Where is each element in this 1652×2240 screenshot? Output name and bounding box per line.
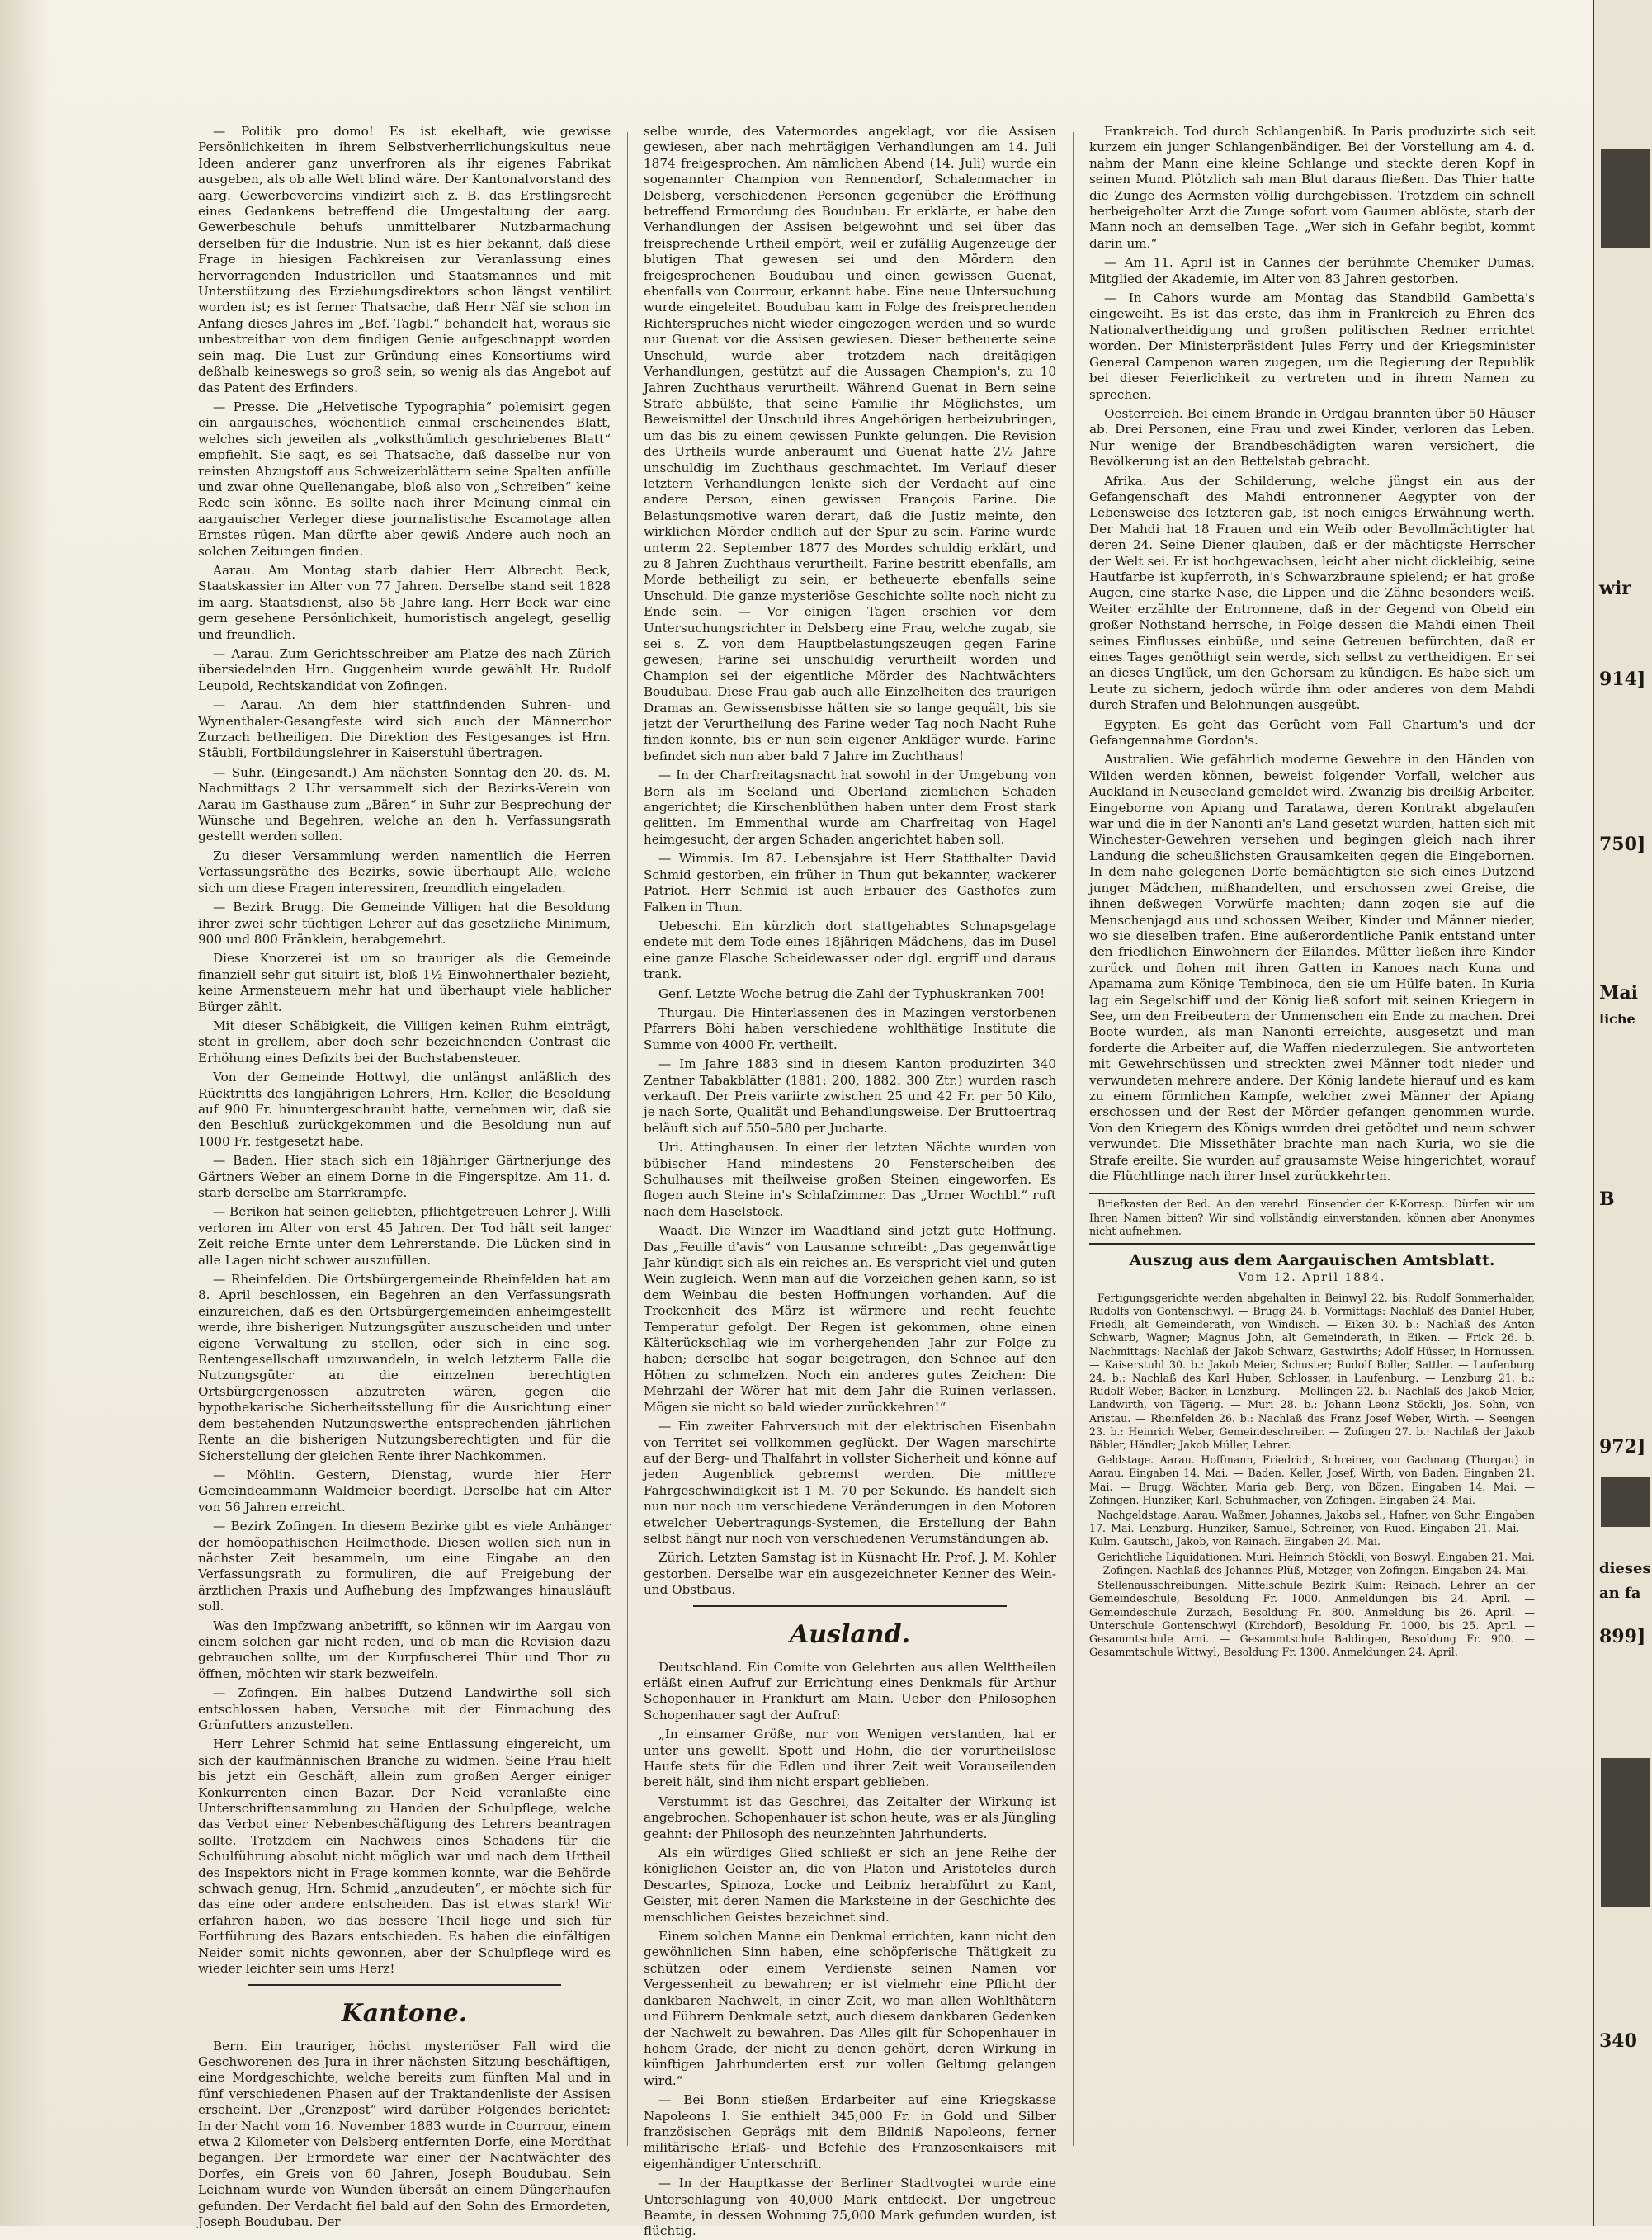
edge-fragment: 914] — [1599, 669, 1646, 690]
amtsblatt-fertigung: Fertigungsgerichte werden abgehalten in Beinwyl 22. bis: Rudolf Sommerhalder, Rudolfs von Gontenschwyl. — Brugg 24. b. Vormittags: Nachlaß des Daniel Huber, Friedli, alt Gemeinderath, von Windisch. — Eiken 30. b.: Nachlaß des Anton Schwarb, Wagner; Magnus John, alt Gemeinderath, in Eiken. — Frick 26. b. Nachmittags: Nachlaß der Jakob Schwarz, Gastwirths; Adolf Hüsser, in Hornussen. — Kaiserstuhl 30. b.: Jakob Meier, Schuster; Rudolf Boller, Sattler. — Laufenburg 24. b.: Nachlaß des Karl Huber, Schlosser, in Laufenburg. — Lenzburg 21. b.: Rudolf Weber, Bäcker, in Lenzburg. — Mellingen 22. b.: Nachlaß des Jakob Meier, Landwirth, von Tägerig. — Muri 28. b.: Johann Leonz Stöckli, Jos. Sohn, von Aristau. — Rheinfelden 26. b.: Nachlaß des Franz Josef Weber, Wirth. — Seengen 23. b.: Heinrich Weber, Gemeindeschreiber. — Zofingen 27. b.: Nachlaß der Jakob Bäbler, Händler; Jakob Müller, Lehrer. — [1089, 1291, 1535, 1452]
article-deutschland-quote4: Einem solchen Manne ein Denkmal errichten, kann nicht den gewöhnlichen Sinn haben, eine schöpferische Thätigkeit zu schützen oder einem Verdienste seinen Namen vor Vergessenheit zu bewahren; er ist vielmehr eine Pflicht der dankbaren Nachwelt, in einer Zeit, wo man allen Wohlthätern und Führern Denkmale setzt, auch diesem dankbaren Gedenken der Nachwelt zu bewahren. Das Alles gilt für Schopenhauer in hohem Grade, der nicht zu denen gehört, deren Wirkung in künftigen Jahrhunderten erst zur vollen Geltung gelangen wird.“ — [644, 1929, 1056, 2088]
article-frankreich: Frankreich. Tod durch Schlangenbiß. In Paris produzirte sich seit kurzem ein junger Schlangenbändiger. Bei der Vorstellung am 4. d. nahm der Mann eine kleine Schlange und steckte deren Kopf in seinen Mund. Plötzlich sah man Blut daraus fließen. Das Thier hatte die Zunge des Aermsten völlig durchgebissen. Trotzdem ein schnell herbeigeholter Arzt die Zunge sofort vom Gaumen ablöste, starb der Mann noch an demselben Tage. „Wer sich in Gefahr begibt, kommt darin um.“ — [1089, 124, 1535, 251]
article-uri: Uri. Attinghausen. In einer der letzten Nächte wurden von bübischer Hand mindestens 20 Fensterscheiben des Schulhauses mit theilweise großen Steinen eingeworfen. Es flogen auch Steine in's Schlafzimmer. Das „Urner Wochbl.“ ruft nach dem Haselstock. — [644, 1140, 1056, 1219]
amtsblatt-stellen: Stellenausschreibungen. Mittelschule Bezirk Kulm: Reinach. Lehrer an der Gemeindeschule, Besoldung Fr. 1000. Anmeldungen bis 24. April. — Gemeindeschule Zurzach, Besoldung Fr. 800. Anmeldung bis 26. April. — Unterschule Gontenschwyl (Kirchdorf), Besoldung Fr. 1000, bis 25. April. — Gesammtschule Arni. — Gesammtschule Baldingen, Besoldung Fr. 900. — Gesammtschule Wittwyl, Besoldung Fr. 1300. Anmeldungen 24. April. — [1089, 1579, 1535, 1659]
article-politik: — Politik pro domo! Es ist ekelhaft, wie gewisse Persönlichkeiten in ihrem Selbstverherrlichungskultus neue Ideen anderer ganz unverfroren als ihr eigenes Fabrikat ausgeben, als ob alle Welt blind wäre. Der Kantonalvorstand des aarg. Gewerbevereins vindizirt sich z. B. das Erstlingsrecht eines Gedankens betreffend die Umgestaltung der aarg. Gewerbeschule behufs unmittelbarer Nutzbarmachung derselben für die Industrie. Nun ist es hier bekannt, daß diese Frage in hiesigen Fachkreisen zur Veranlassung eines hervorragenden Industriellen und Staatsmannes und mit Unterstützung des Erziehungsdirektors schon längst ventilirt worden ist; es ist ferner Thatsache, daß Herr Näf sie schon im Anfang dieses Jahres im „Bof. Tagbl.“ behandelt hat, woraus sie unbestreitbar von dem findigen Genie aufgeschnappt worden sein mag. Die Lust zur Gründung eines Konsortiums wird deßhalb keineswegs so groß sein, so wenig als das Angebot auf das Patent des Erfinders. — [198, 124, 611, 395]
article-thurgau-tabak: — Im Jahre 1883 sind in diesem Kanton produzirten 340 Zentner Tabakblätter (1881: 200, 1882: 300 Ztr.) wurden rasch verkauft. Der Preis variirte zwischen 25 und 42 Fr. per 50 Kilo, je nach Sorte, Qualität und Behandlungsweise. Der Bruttoertrag beläuft sich auf 550–580 per Jucharte. — [644, 1056, 1056, 1136]
briefkasten-box — [1089, 1193, 1535, 1245]
article-brugg: — Bezirk Brugg. Die Gemeinde Villigen hat die Besoldung ihrer zwei sehr tüchtigen Lehrer auf das gesetzliche Minimum, 900 und 800 Fränklein, herabgemehrt. — [198, 900, 611, 947]
column-rule — [1073, 132, 1074, 2146]
edge-fragment: 340 — [1599, 2030, 1637, 2052]
article-bonn: — Bei Bonn stießen Erdarbeiter auf eine Kriegskasse Napoleons I. Sie enthielt 345,000 Fr. in Gold und Silber französischen Geprägs mit dem Bildniß Napoleons, ferner militärische Erlaß- und Befehle des Franzosenkaisers mit eigenhändiger Unterschrift. — [644, 2092, 1056, 2171]
edge-fragment: B — [1599, 1189, 1615, 1210]
edge-fragment: dieses — [1599, 1560, 1651, 1577]
article-thurgau: Thurgau. Die Hinterlassenen des in Mazingen verstorbenen Pfarrers Böhi haben verschiedene wohlthätige Institute die Summe von 4000 Fr. vertheilt. — [644, 1004, 1056, 1052]
article-australien: Australien. Wie gefährlich moderne Gewehre in den Händen von Wilden werden können, beweist folgender Vorfall, welcher aus Auckland in Neuseeland gemeldet wird. Zwanzig bis dreißig Arbeiter, Eingeborne von Apiang und Taratawa, deren Kontrakt abgelaufen war und die in der Nanonti an's Land gesetzt wurden, hatten sich mit Winchester-Gewehren versehen und begingen gleich nach ihrer Landung die scheußlichsten Grausamkeiten gegen die Eingebornen. In dem nahe gelegenen Dorfe bemächtigten sie sich eines Dutzend junger Mädchen, mißhandelten, und erschossen zwei Greise, die ihnen deßwegen Vorwürfe machten; dann zogen sie auf die Menschenjagd aus und schossen Weiber, Kinder und Männer nieder, wo sie dieselben trafen. Eine außerordentliche Panik entstand unter den friedlichen Einwohnern der Eilandes. Mütter ließen ihre Kinder zurück und flohen mit ihren Gatten in Kanoes nach Kuna und Apamama zum Könige Tembinoca, den sie um Hülfe baten. In Kuria lag ein Segelschiff und der König ließ sofort mit seinen Kriegern in See, um den Freibeutern der Unmenschen ein Ende zu machen. Drei Boote wurden, als man Nanonti erreichte, ausgesetzt und man forderte die Arbeiter auf, die Waffen niederzulegen. Sie antworteten mit Gewehrschüssen und streckten zwei Männer todt nieder und verwundeten mehrere andere. Der König landete hierauf und es kam zu einem förmlichen Kampfe, welcher zwei Männer der Apiang erschossen und der Rest der Mörder gefangen genommen wurde. Von den Kriegern des Königs wurden drei getödtet und neun schwer verwundet. Die Missethäter brachte man nach Kuria, wo sie die Strafe ereilte. Sie wurden auf grausamste Weise hingerichtet, worauf die Flüchtlinge nach ihrer Insel zurückkehrten. — [1089, 752, 1535, 1184]
edge-fragment: 972] — [1599, 1436, 1646, 1458]
column-3 — [1089, 124, 1535, 2154]
edge-fragment: Mai — [1599, 982, 1638, 1004]
article-aarau-beck: Aarau. Am Montag starb dahier Herr Albrecht Beck, Staatskassier im Alter von 77 Jahren. Derselbe stand seit 1828 im aarg. Staatsdienst, also 56 Jahre lang. Herr Beck war eine gern gesehene Persönlichkeit, humoristisch angelegt, gesellig und freundlich. — [198, 562, 611, 642]
article-deutschland-quote3: Als ein würdiges Glied schließt er sich an jene Reihe der königlichen Geister an, die von Platon und Aristoteles durch Descartes, Spinoza, Locke und Leibniz herabführt zu Kant, Geister, mit deren Namen die Marksteine in der Geschichte des menschlichen Geistes bezeichnet sind. — [644, 1845, 1056, 1925]
edge-fragment: 899] — [1599, 1626, 1646, 1647]
article-baden: — Baden. Hier stach sich ein 18jähriger Gärtnerjunge des Gärtners Weber an einem Dorne in die Fingerspitze. Am 11. d. starb derselbe am Starrkrampfe. — [198, 1153, 611, 1200]
article-deutschland-quote1: „In einsamer Größe, nur von Wenigen verstanden, hat er unter uns gewellt. Spott und Hohn, die der vorurtheilslose Haufe stets für die Edlen und ihrer Zeit weit Vorauseilenden bereit hält, sind ihm nicht erspart geblieben. — [644, 1727, 1056, 1790]
section-heading-ausland: Ausland. — [789, 1619, 911, 1649]
section-rule — [693, 1605, 1007, 1607]
article-bern-cont: selbe wurde, des Vatermordes angeklagt, vor die Assisen gewiesen, aber nach mehrtägigen Verhandlungen am 14. Juli 1874 freigesprochen. Am nämlichen Abend (14. Juli) wurde ein sogenannter Champion von Rennendorf, Schalenmacher in Delsberg, verschiedenen Personen gegenüber die Eröffnung betreffend Ermordung des Boudubau. Er erklärte, er habe den Verhandlungen der Assisen beigewohnt und sei über das freisprechende Urtheil empört, weil er zufällig Augenzeuge der blutigen That gewesen sei und den Mördern den freigesprochenen Boudubau und einen gewissen Guenat, ebenfalls von Courrour, erkannt habe. Eine neue Untersuchung wurde eingeleitet. Boudubau kam in Folge des freisprechenden Richterspruches nicht wieder eingezogen werden und so wurde nur Guenat vor die Assisen gewiesen. Dieser betheuerte seine Unschuld, wurde aber trotzdem nach dreitägigen Verhandlungen, gestützt auf die Aussagen Champion's, zu 10 Jahren Zuchthaus verurtheilt. Während Guenat in Bern seine Strafe abbüßte, that seine Familie ihr Möglichstes, um Beweismittel der Unschuld ihres Angehörigen herbeizubringen, um das bis zu einem gewissen Punkte gelungen. Die Revision des Urtheils wurde anberaumt und Guenat hatte 2½ Jahre unschuldig im Zuchthaus geschmachtet. Im Verlauf dieser letztern Verhandlungen lenkte sich der Verdacht auf eine andere Person, einen gewissen François Farine. Die Belastungsmotive waren derart, daß die Justiz meinte, den wirklichen Mörder endlich auf der Spur zu sein. Farine wurde unterm 22. September 1877 des Mordes schuldig erklärt, und zu 8 Jahren Zuchthaus verurtheilt. Farine bestritt ebenfalls, am Morde betheiligt zu sein; er betheuerte ebenfalls seine Unschuld. Die ganze mysteriöse Geschichte sollte noch nicht zu Ende sein. — Vor einigen Tagen erschien vor dem Untersuchungsrichter in Delsberg eine Frau, welche zugab, sie sei s. Z. von dem Hauptbelastungszeugen gegen Farine gewesen; Farine sei unschuldig verurtheilt worden und Champion sei der eigentliche Mörder des Nachtwächters Boudubau. Diese Frau gab auch alle Einzelheiten des traurigen Dramas an. Gewissensbisse hätten sie so lange gequält, bis sie jetzt der Verurtheilung des Farine weder Tag noch Nacht Ruhe finden konnte, bis er nun sein eigener Ankläger wurde. Farine befindet sich nun aber bald 7 Jahre im Zuchthaus! — [644, 124, 1056, 763]
article-suhr: — Suhr. (Eingesandt.) Am nächsten Sonntag den 20. ds. M. Nachmittags 2 Uhr versammelt sich der Bezirks-Verein von Aarau im Gasthause zum „Bären“ in Suhr zur Besprechung der Wünsche und Begehren, welche an den h. Verfassungsrath gestellt werden sollen. — [198, 764, 611, 844]
newspaper-sheet — [165, 124, 1568, 2239]
article-uebeschi: Uebeschi. Ein kürzlich dort stattgehabtes Schnapsgelage endete mit dem Tode eines 18jährigen Mädchens, das im Dusel eine ganze Flasche Scheidewasser oder dgl. ergriff und daraus trank. — [644, 918, 1056, 982]
article-charfreitag: — In der Charfreitagsnacht hat sowohl in der Umgebung von Bern als im Seeland und Oberland ziemlichen Schaden angerichtet; die Kirschenblüthen haben unter dem Frost stark gelitten. Im Emmenthal wurde am Charfreitag von Hagel heimgesucht, der argen Schaden angerichtet haben soll. — [644, 768, 1056, 847]
edge-fragment: an fa — [1599, 1585, 1641, 1602]
article-zofingen-schmid: Herr Lehrer Schmid hat seine Entlassung eingereicht, um sich der kaufmännischen Branche zu widmen. Seine Frau hielt bis jetzt ein Geschäft, allein zum großen Aerger einiger Konkurrenten einen Bazar. Der Neid veranlaßte eine Unterschriftensammlung zu Handen der Schulpflege, welche das Verbot einer Nebenbeschäftigung des Lehrers beantragen sollte. Trotzdem ein Nachweis eines Schadens für die Schulführung absolut nicht möglich war und nach dem Urtheil des Inspektors nicht in Frage kommen konnte, war die Behörde schwach genug, Hrn. Schmid „anzudeuten“, er möchte sich für das eine oder andere entscheiden. Das ist etwas stark! Wir erfahren haben, wo das bessere Theil liege und sich für Fortführung des Bazars entschieden. Es haben die einfältigen Neider somit nichts gewonnen, aber der Schulpflege wird es wieder leichter sein ums Herz! — [198, 1737, 611, 1977]
edge-fragment: wir — [1599, 578, 1631, 599]
article-cahors: — In Cahors wurde am Montag das Standbild Gambetta's eingeweiht. Es ist das erste, das ihm in Frankreich zu Ehren des Nationalvertheidigung und großen politischen Redner errichtet worden. Der Ministerpräsident Jules Ferry und der Kriegsminister General Campenon waren zugegen, um die Regierung der Republik bei dieser Feierlichkeit zu vertreten und in ihrem Namen zu sprechen. — [1089, 291, 1535, 402]
article-rheinfelden: — Rheinfelden. Die Ortsbürgergemeinde Rheinfelden hat am 8. April beschlossen, ein Begehren an den Verfassungsrath einzureichen, daß es den Ortsbürgergemeinden anheimgestellt werde, ihre bisherigen Nutzungsgüter auszuscheiden und unter eigene Verwaltung zu stellen, oder sich in eine sog. Rentengesellschaft umzuwandeln, in welch letzterm Falle die Nutzungsgüter an die einzelnen berechtigten Ortsbürgergenossen abzutreten wären, gegen die hypothekarische Sicherheitsstellung für die Ausrichtung einer dem bestehenden Nutzungswerthe entsprechenden jährlichen Rente an die bisherigen Nutzungsberechtigten und für die Sicherstellung der gleichen Rente ihrer Nachkommen. — [198, 1272, 611, 1463]
amtsblatt-title: Auszug aus dem Aargauischen Amtsblatt. — [1129, 1251, 1495, 1270]
article-zofingen-bezirk: — Bezirk Zofingen. In diesem Bezirke gibt es viele Anhänger der homöopathischen Heilmethode. Diesen wollen sich nun in nächster Zeit besammeln, um eine Eingabe an den Verfassungsrath zu formuliren, die auf Freigebung der ärztlichen Praxis und Aufhebung des Impfzwanges hinausläuft soll. — [198, 1519, 611, 1614]
article-deutschland: Deutschland. Ein Comite von Gelehrten aus allen Welttheilen erläßt einen Aufruf zur Errichtung eines Denkmals für Arthur Schopenhauer in Frankfurt am Main. Ueber den Philosophen Schopenhauer sagt der Aufruf: — [644, 1659, 1056, 1723]
article-hottwyl: Von der Gemeinde Hottwyl, die unlängst anläßlich des Rücktritts des langjährigen Lehrers, Hrn. Keller, die Besoldung auf 900 Fr. hinuntergeschraubt hatte, vernehmen wir, daß sie den Beschluß zurückgekommen und die Besoldung nun auf 1000 Fr. festgesetzt habe. — [198, 1070, 611, 1149]
edge-fragment: 750] — [1599, 834, 1646, 855]
article-egypten: Egypten. Es geht das Gerücht vom Fall Chartum's und der Gefangennahme Gordon's. — [1089, 716, 1535, 749]
article-bern: Bern. Ein trauriger, höchst mysteriöser Fall wird die Geschworenen des Jura in ihrer nächsten Sitzung beschäftigen, eine Mordgeschichte, welche bereits zum fünften Mal und in fünf verschiedenen Phasen auf der Traktandenliste der Assisen erscheint. Der „Grenzpost“ wird darüber Folgendes berichtet: In der Nacht vom 16. November 1883 wurde in Courrour, einem etwa 2 Kilometer von Delsberg entfernten Dorfe, eine Mordthat begangen. Der Ermordete war einer der Nachtwächter des Dorfes, ein Greis von 60 Jahren, Joseph Boudubau. Sein Leichnam wurde von Wunden übersät an einem Düngerhaufen gefunden. Der Verdacht fiel bald auf den Sohn des Ermordeten, Joseph Boudubau. Der — [198, 2038, 611, 2229]
article-afrika: Afrika. Aus der Schilderung, welche jüngst ein aus der Gefangenschaft des Mahdi entronnener Aegypter von der Lebensweise des letzteren gab, ist noch einiges Erwähnung werth. Der Mahdi hat 18 Frauen und ein Weib oder Bevollmächtigter hat deren 24. Seine Diener glauben, daß er der mächtigste Herrscher der Welt sei. Er ist hochgewachsen, leicht aber nicht dickleibig, seine Hautfarbe ist kupferroth, in's Schwarzbraune spielend; er hat große Augen, eine starke Nase, die Lippen und die Zähne besonders weiß. Weiter erzählte der Entronnene, daß in der Gegend von Obeid ein großer Nothstand herrsche, in Folge dessen die Mahdi einen Theil seines Einflusses einbüße, und seine Getreuen befürchten, daß er eines Tages genöthigt sein werde, sich selbst zu vertheidigen. Er sei an dieses Unglück, um den Gehorsam zu kündigen. Es habe sich um Leute zu sichern, jedoch würde ihm oder anderes von dem Mahdi durch Strafen und Belohnungen ausgeübt. — [1089, 473, 1535, 713]
column-rule — [627, 132, 628, 2146]
briefkasten-text: Briefkasten der Red. An den verehrl. Einsender der K-Korresp.: Dürfen wir um Ihren Namen bitten? Wir sind vollständig einverstanden, können aber Anonymes nicht aufnehmen. — [1089, 1198, 1535, 1237]
article-zofingen-bezirk-cont: Was den Impfzwang anbetrifft, so können wir im Aargau von einem solchen gar nicht reden, und ob man die Revision dazu gebrauchen sollte, um der Kurpfuscherei Thür und Thor zu öffnen, möchten wir stark bezweifeln. — [198, 1618, 611, 1681]
article-oesterreich: Oesterreich. Bei einem Brande in Ordgau brannten über 50 Häuser ab. Drei Personen, eine Frau und zwei Kinder, verloren das Leben. Nur wenige der Brandbeschädigten waren versichert, die Bevölkerung ist an den Bettelstab gebracht. — [1089, 405, 1535, 470]
article-brugg-cont: Diese Knorzerei ist um so trauriger als die Gemeinde finanziell sehr gut situirt ist, bloß 1½ Einwohnerthaler bezieht, keine Armensteuern mehr hat und überhaupt viele hablicher Bürger zählt. — [198, 951, 611, 1014]
article-deutschland-quote2: Verstummt ist das Geschrei, das Zeitalter der Wirkung ist angebrochen. Schopenhauer ist schon heute, was er als Jüngling geahnt: der Philosoph des neunzehnten Jahrhunderts. — [644, 1793, 1056, 1841]
ad-block-fragment — [1601, 1758, 1650, 1907]
section-heading-kantone: Kantone. — [341, 1998, 468, 2028]
article-moehlin: — Möhlin. Gestern, Dienstag, wurde hier Herr Gemeindeammann Waldmeier beerdigt. Derselbe hat ein Alter von 56 Jahren erreicht. — [198, 1467, 611, 1515]
article-presse: — Presse. Die „Helvetische Typographia“ polemisirt gegen ein aargauisches, wöchentlich einmal erscheinendes Blatt, welches sich jeweilen als „volksthümlich geschriebenes Blatt“ empfiehlt. Sie sagt, es sei Thatsache, daß dasselbe nur von reinsten Abzugstoff aus Schweizerblättern seine Spalten anfülle und zwar ohne Quellenangabe, bloß also von „Schreiben“ keine Rede sein könne. Es sollte nach ihrer Meinung einmal ein aargauischer Verleger diese journalistische Escamotage allen Ernstes rügen. Man dürfte aber gewiß Andere auch noch an solchen Zeitungen finden. — [198, 399, 611, 559]
article-zuerich: Zürich. Letzten Samstag ist in Küsnacht Hr. Prof. J. M. Kohler gestorben. Derselbe war ein ausgezeichneter Kenner des Wein- und Obstbaus. — [644, 1550, 1056, 1598]
article-suhr-cont: Zu dieser Versammlung werden namentlich die Herren Verfassungsräthe des Bezirks, sowie überhaupt Alle, welche sich um diese Fragen interessiren, freundlich eingeladen. — [198, 848, 611, 896]
amtsblatt-nachgeldstage: Nachgeldstage. Aarau. Waßmer, Johannes, Jakobs sel., Hafner, von Suhr. Eingaben 17. Mai. Lenzburg. Hunziker, Samuel, Schreiner, von Rued. Eingaben 21. Mai. — Kulm. Gautschi, Jakob, von Reinach. Eingaben 24. Mai. — [1089, 1509, 1535, 1548]
article-zofingen: — Zofingen. Ein halbes Dutzend Landwirthe soll sich entschlossen haben, Versuche mit der Einmachung des Grünfutters anzustellen. — [198, 1685, 611, 1732]
article-genf: Genf. Letzte Woche betrug die Zahl der Typhuskranken 700! — [658, 985, 1045, 1001]
article-dumas: — Am 11. April ist in Cannes der berühmte Chemiker Dumas, Mitglied der Akademie, im Alter von 83 Jahren gestorben. — [1089, 255, 1535, 286]
amtsblatt-liquidationen: Gerichtliche Liquidationen. Muri. Heinrich Stöckli, von Boswyl. Eingaben 21. Mai. — Zofingen. Nachlaß des Johannes Plüß, Metzger, von Zofingen. Eingaben 24. Mai. — [1089, 1550, 1535, 1576]
ad-block-fragment — [1601, 149, 1650, 248]
edge-fragment: liche — [1599, 1011, 1635, 1027]
article-brugg-cont2: Mit dieser Schäbigkeit, die Villigen keinen Ruhm einträgt, steht in grellem, aber doch sehr bezeichnenden Contrast die Erhöhung eines Defizits bei der Buchstabensteuer. — [198, 1018, 611, 1066]
section-rule — [248, 1984, 561, 1986]
article-aarau-gesangfest: — Aarau. An dem hier stattfindenden Suhren- und Wynenthaler-Gesangfeste wird sich auch der Männerchor Zurzach betheiligen. Die Direktion des Festgesanges ist Hrn. Stäubli, Fortbildungslehrer in Kaiserstuhl übertragen. — [198, 697, 611, 761]
ad-block-fragment — [1601, 1477, 1650, 1527]
amtsblatt-body — [1089, 1292, 1535, 1659]
article-berlin: — In der Hauptkasse der Berliner Stadtvogtei wurde eine Unterschlagung von 40,000 Mark entdeckt. Der ungetreue Beamte, in dessen Wohnung 75,000 Mark gefunden wurden, ist flüchtig. — [644, 2176, 1056, 2239]
adjacent-page-edge — [1593, 0, 1652, 2226]
column-1 — [198, 124, 611, 2229]
article-wimmis: — Wimmis. Im 87. Lebensjahre ist Herr Statthalter David Schmid gestorben, ein früher in Thun gut bekannter, wackerer Patriot. Herr Schmid ist auch Erbauer des Gasthofes zum Falken in Thun. — [644, 851, 1056, 914]
article-waadt: Waadt. Die Winzer im Waadtland sind jetzt gute Hoffnung. Das „Feuille d'avis“ von Lausanne schreibt: „Das gegenwärtige Jahr kündigt sich als ein reiches an. Es verspricht viel und guten Wein zugleich. Wenn man auf die Vorzeichen gehen kann, so ist dem Weinbau die besten Hoffnungen vorhanden. Auf die Trockenheit des März ist wärmere und recht feuchte Temperatur gefolgt. Der Regen ist gekommen, ohne einen Kälterückschlag wie im vorhergehenden Jahr zur Folge zu haben; derselbe hat sogar beigetragen, den Schnee auf den Höhen zu schmelzen. Noch ein anderes gutes Zeichen: Die Mehrzahl der Wörer hat mit dem Jahr die Ruinen verlassen. Mögen sie nicht so bald wieder zurückkehren!“ — [644, 1223, 1056, 1415]
article-aarau-gerichtsschreiber: — Aarau. Zum Gerichtsschreiber am Platze des nach Zürich übersiedelnden Hrn. Guggenheim wurde gewählt Hr. Rudolf Leupold, Rechtskandidat von Zofingen. — [198, 646, 611, 693]
amtsblatt-date: Vom 12. April 1884. — [1238, 1271, 1386, 1285]
page-gutter-shadow — [0, 0, 50, 2226]
article-berikon: — Berikon hat seinen geliebten, pflichtgetreuen Lehrer J. Willi verloren im Alter von erst 45 Jahren. Der Tod hält seit langer Zeit reiche Ernte unter dem Lehrerstande. Die Lücken sind in alle Lagen nicht schwer auszufüllen. — [198, 1204, 611, 1268]
column-2 — [644, 124, 1056, 2239]
article-territet: — Ein zweiter Fahrversuch mit der elektrischen Eisenbahn von Territet sei vollkommen geglückt. Der Wagen marschirte auf der Berg- und Thalfahrt in vollster Sicherheit und könne auf jeden Augenblick gebremst werden. Die mittlere Fahrgeschwindigkeit ist 1 M. 70 per Sekunde. Es handelt sich nun nur noch um verschiedene Veränderungen in den Motoren etwelcher Uebertragungs-Systemen, die Erstellung der Bahn selbst hängt nur noch von verschiedenen Verumständungen ab. — [644, 1419, 1056, 1546]
amtsblatt-geldstage: Geldstage. Aarau. Hoffmann, Friedrich, Schreiner, von Gachnang (Thurgau) in Aarau. Eingaben 14. Mai. — Baden. Keller, Josef, Wirth, von Baden. Eingaben 21. Mai. — Brugg. Wächter, Maria geb. Berg, von Bözen. Eingaben 14. Mai. — Zofingen. Hunziker, Karl, Schuhmacher, von Zofingen. Eingaben 24. Mai. — [1089, 1453, 1535, 1506]
